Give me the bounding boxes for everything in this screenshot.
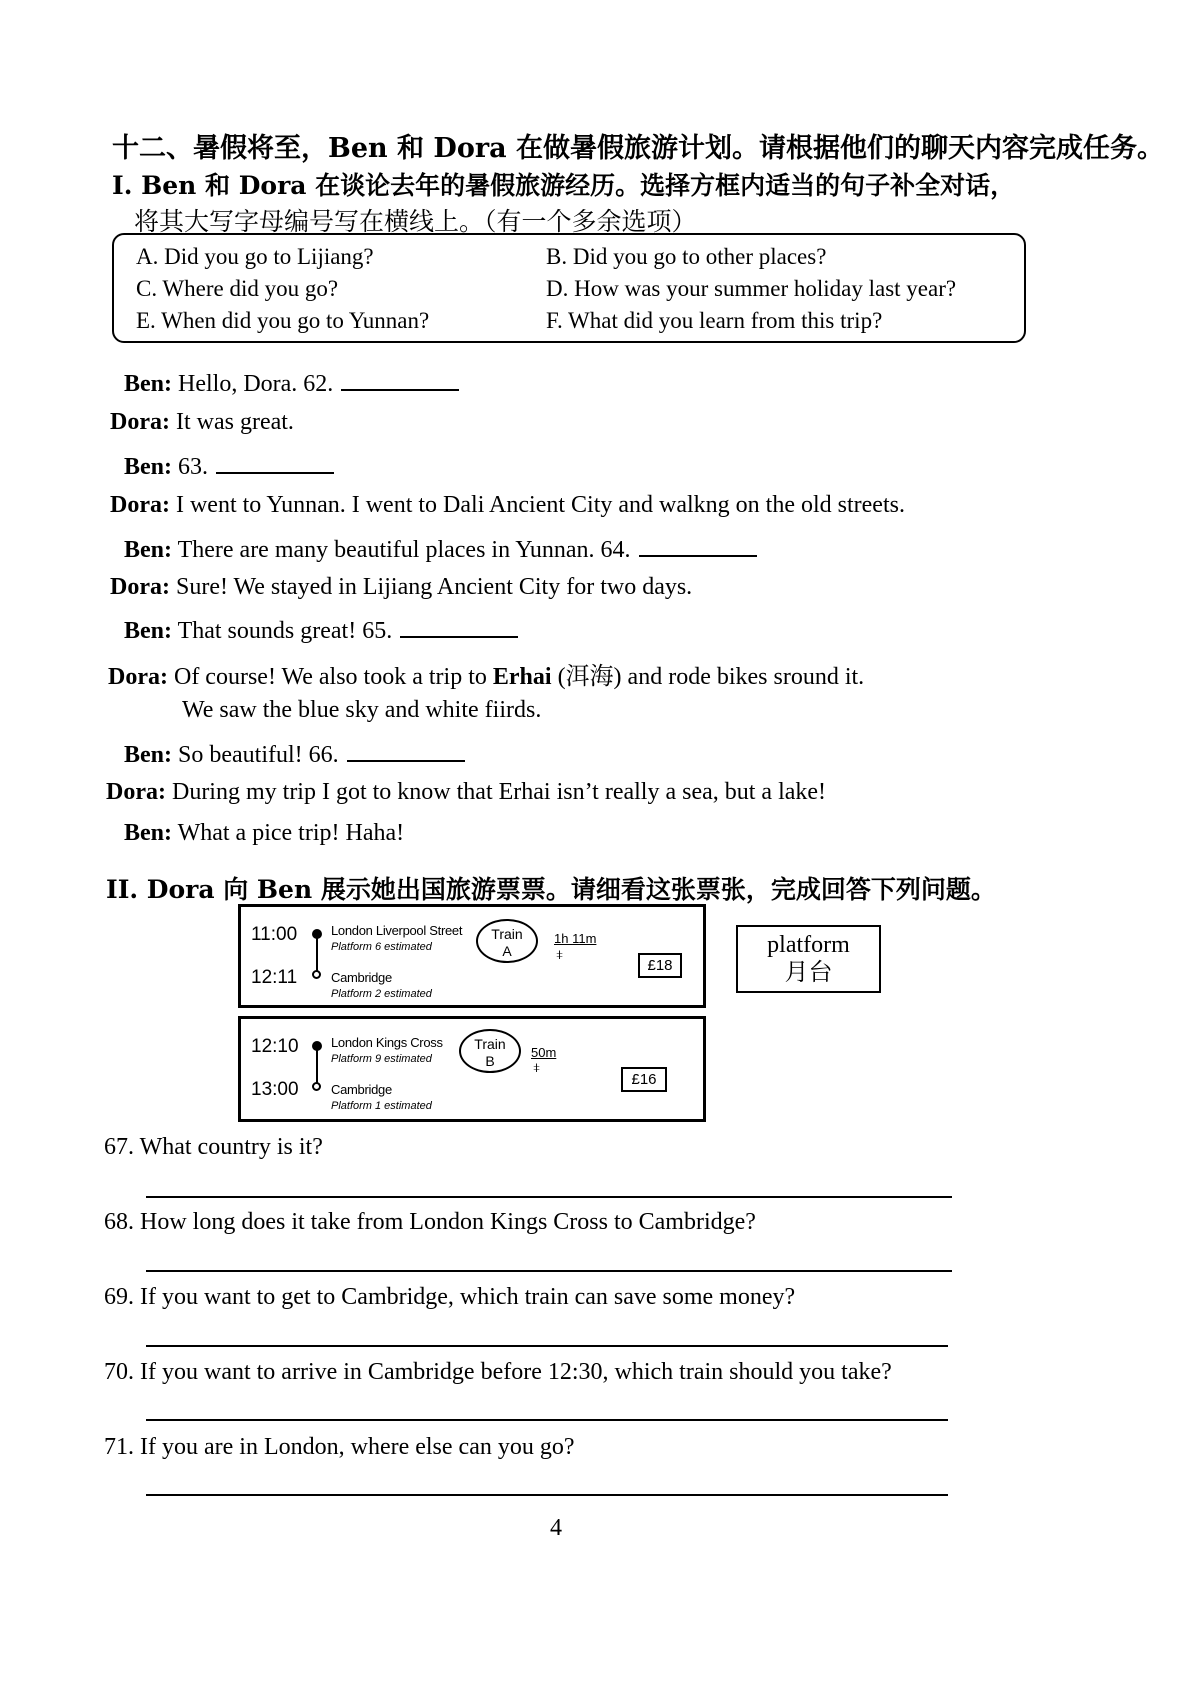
dialogue-line-66: [124, 738, 465, 769]
dialogue-text: I went to Yunnan. I went to Dali Ancient City and walkng on the old streets.: [175, 492, 905, 518]
part1-instruction-line2: 将其大写字母编号写在横线上。（有一个多余选项）: [134, 207, 697, 236]
speaker-label: Ben:: [124, 537, 172, 563]
dialogue-line: [110, 409, 294, 436]
answer-blank-63[interactable]: [216, 450, 334, 474]
arrive-station: Cambridge: [331, 970, 392, 985]
option-b: B. Did you go to other places?: [546, 244, 827, 269]
speaker-label: Ben:: [124, 820, 172, 846]
answer-blank-66[interactable]: [347, 738, 465, 762]
train-letter: B: [485, 1053, 495, 1069]
dialogue-text: What a pice trip! Haha!: [177, 820, 405, 846]
dialogue-line: [110, 574, 692, 601]
question-68: 68. How long does it take from London Kings Cross to Cambridge?: [104, 1209, 756, 1235]
option-d: D. How was your summer holiday last year?: [546, 276, 957, 301]
speaker-label: Ben:: [124, 742, 172, 768]
journey-duration: 1h 11m: [554, 931, 597, 946]
dialogue-line-65: [124, 614, 518, 645]
speaker-label: Dora:: [108, 664, 168, 690]
answer-blank-65[interactable]: [400, 614, 518, 638]
depart-platform: Platform 6 estimated: [331, 941, 432, 953]
dialogue-text: So beautiful! 66.: [178, 742, 339, 768]
option-c: C. Where did you go?: [136, 276, 339, 301]
arrival-ring-icon: [312, 970, 321, 979]
dialogue-line-62: [124, 367, 459, 398]
answer-blank-64[interactable]: [639, 533, 757, 557]
part1-instruction-line1: I. Ben 和 Dora 在谈论去年的暑假旅游经历。选择方框内适当的句子补全对话，: [112, 171, 1016, 200]
ticket-train-b: [238, 1016, 706, 1122]
speaker-label: Dora:: [110, 574, 170, 600]
answer-line-71[interactable]: [146, 1494, 948, 1496]
depart-time: 12:10: [251, 1036, 299, 1057]
part2-instruction: II. Dora 向 Ben 展示她出国旅游票票。请细看这张票张，完成回答下列问题。: [106, 875, 996, 904]
dialogue-line-64: [124, 533, 757, 564]
arrive-time: 12:11: [251, 967, 298, 988]
platform-en: platform: [767, 932, 850, 958]
option-a: A. Did you go to Lijiang?: [136, 244, 374, 269]
page-number: 4: [550, 1515, 562, 1541]
train-badge: [476, 919, 538, 963]
dialogue-line: [124, 820, 404, 847]
depart-platform: Platform 9 estimated: [331, 1053, 432, 1065]
dialogue-text: During my trip I got to know that Erhai isn’t really a sea, but a lake!: [171, 779, 827, 805]
depart-time: 11:00: [251, 924, 298, 945]
depart-station: London Kings Cross: [331, 1035, 443, 1050]
speaker-label: Ben:: [124, 618, 172, 644]
arrive-time: 13:00: [251, 1079, 299, 1100]
ticket-price: £16: [621, 1067, 667, 1092]
arrive-platform: Platform 2 estimated: [331, 988, 432, 1000]
dialogue-text: Sure! We stayed in Lijiang Ancient City for two days.: [175, 574, 693, 600]
question-69: 69. If you want to get to Cambridge, which train can save some money?: [104, 1284, 796, 1310]
dialogue-text: There are many beautiful places in Yunnan. 64.: [177, 537, 631, 563]
dialogue-line-63: [124, 450, 334, 481]
speaker-label: Ben:: [124, 371, 172, 397]
option-e: E. When did you go to Yunnan?: [136, 308, 430, 333]
place-name-erhai: Erhai: [492, 664, 552, 690]
rail-symbol-icon: ⧧: [556, 947, 564, 963]
arrive-station: Cambridge: [331, 1082, 392, 1097]
answer-blank-62[interactable]: [341, 367, 459, 391]
train-word: Train: [491, 926, 523, 942]
option-f: F. What did you learn from this trip?: [546, 308, 883, 333]
dialogue-line: We saw the blue sky and white fiirds.: [182, 697, 542, 723]
dialogue-line: [110, 492, 905, 519]
dialogue-text: Of course! We also took a trip to: [173, 664, 493, 690]
train-word: Train: [474, 1036, 506, 1052]
ticket-price: £18: [638, 953, 682, 978]
dialogue-text: Hello, Dora. 62.: [178, 371, 334, 397]
train-badge: [459, 1029, 521, 1073]
platform-zh: 月台: [784, 960, 833, 986]
dialogue-line: [108, 656, 864, 691]
arrival-ring-icon: [312, 1082, 321, 1091]
dialogue-text: (洱海) and rode bikes sround it.: [551, 664, 865, 690]
section-title: 十二、暑假将至，Ben 和 Dora 在做暑假旅游计划。请根据他们的聊天内容完成任务。: [112, 133, 1164, 164]
route-line: [316, 937, 318, 971]
answer-line-69[interactable]: [146, 1345, 948, 1347]
dialogue-line: [106, 779, 826, 806]
arrive-platform: Platform 1 estimated: [331, 1100, 432, 1112]
speaker-label: Ben:: [124, 454, 172, 480]
dialogue-text: It was great.: [175, 409, 294, 435]
options-box: [112, 233, 1026, 343]
platform-note: [736, 925, 881, 993]
dialogue-text: That sounds great! 65.: [177, 618, 393, 644]
route-line: [316, 1049, 318, 1083]
depart-station: London Liverpool Street: [331, 923, 463, 938]
speaker-label: Dora:: [110, 492, 170, 518]
answer-line-68[interactable]: [146, 1270, 952, 1272]
rail-symbol-icon: ⧧: [533, 1060, 541, 1076]
journey-duration: 50m: [531, 1045, 557, 1060]
speaker-label: Dora:: [110, 409, 170, 435]
answer-line-70[interactable]: [146, 1419, 948, 1421]
speaker-label: Dora:: [106, 779, 166, 805]
question-70: 70. If you want to arrive in Cambridge before 12:30, which train should you take?: [104, 1359, 892, 1385]
question-71: 71. If you are in London, where else can you go?: [104, 1434, 575, 1460]
dialogue-text: 63.: [178, 454, 208, 480]
ticket-train-a: [238, 904, 706, 1008]
answer-line-67[interactable]: [146, 1196, 952, 1198]
train-letter: A: [502, 943, 512, 959]
question-67: 67. What country is it?: [104, 1134, 323, 1160]
